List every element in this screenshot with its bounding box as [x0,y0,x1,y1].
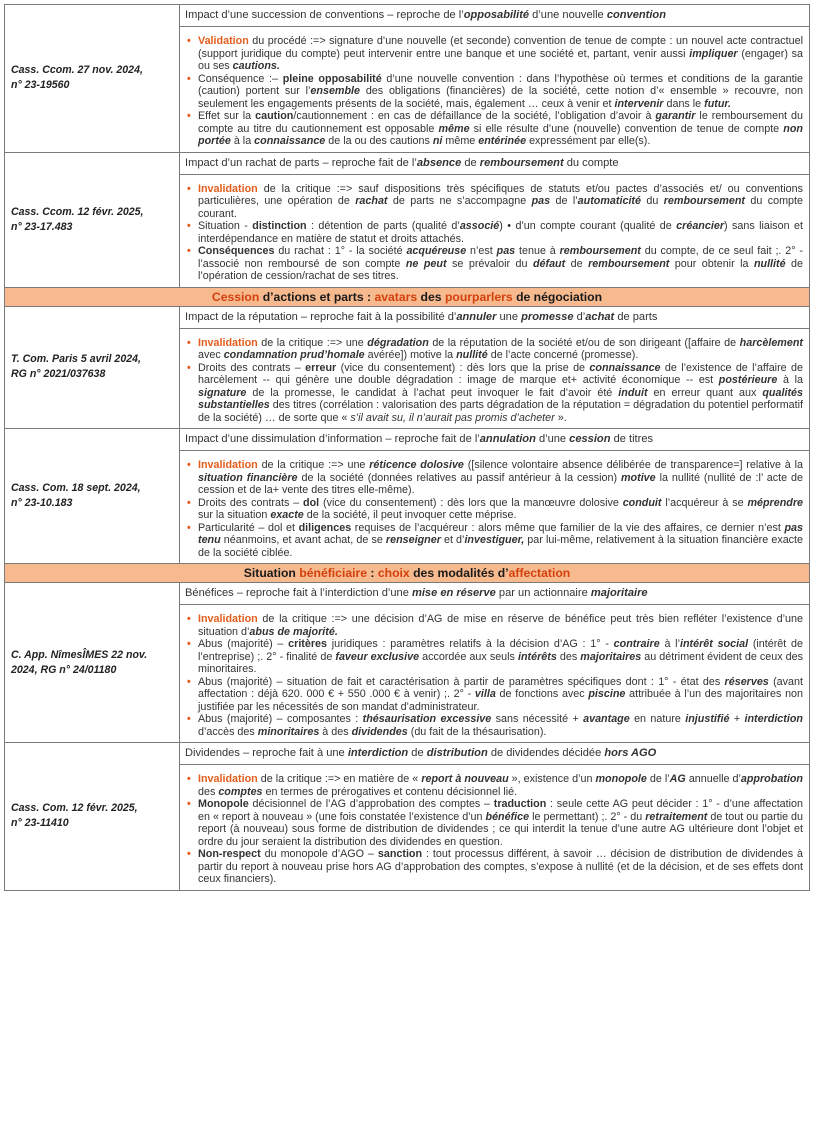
bullet-item [198,613,803,638]
text-run: d’ [573,310,586,323]
text-run: réticence dolosive [369,459,464,471]
text-run: injustifié [685,713,730,725]
text-run: de l’acte concerné (promesse). [487,349,639,361]
text-run: », existence d’un [508,773,596,785]
text-run: Abus (majorité) – composantes : [198,713,363,725]
text-run: Situation - [198,220,253,232]
text-run: Cession [211,289,260,304]
text-run: avérée]) motive la [364,349,457,361]
bullet-list [186,183,803,283]
case-reference-line: n° 23-19560 [11,79,70,92]
case-reference-line: RG n° 2021/037638 [11,368,106,381]
text-run: opposabilité [463,9,530,21]
case-reference-line: T. Com. Paris 5 avril 2024, [11,353,141,366]
text-run: Invalidation [198,773,258,785]
text-run: futur. [704,97,732,110]
bullet-item [198,110,803,148]
text-run: garantir [655,110,696,122]
text-run: Conséquence :– [198,72,283,85]
text-run: créancier [676,220,725,232]
text-run: par lui-même, relativement à la situation financière exacte de la société ciblée. [198,534,804,559]
text-run: : détention de parts (qualité d’ [306,220,460,232]
text-run: la nullité (nullité de :l’ acte de cession et de la+ vente des titres elle-même). [198,471,803,496]
text-run: de [461,156,480,169]
text-run: Effet sur la [198,110,256,122]
bullet-item [198,848,803,886]
bullet-list [186,35,803,148]
text-run: ([silence volontaire absence délibérée de transparence=] relative à la [463,459,803,471]
text-run: de l’opération de cession/rachat de ses titres. [198,257,804,282]
case-row [5,429,810,564]
case-heading [180,5,809,27]
bullet-list [186,773,803,886]
bullet-item [198,362,803,425]
text-run: méprendre [747,496,803,509]
case-content [180,743,810,891]
text-run: par un actionnaire [495,587,591,599]
text-run: pas [496,245,516,257]
text-run: nullité [456,349,488,361]
text-run: de parts ne s’accompagne [387,195,532,207]
case-row [5,583,810,743]
text-run: renseigner [385,534,441,546]
text-run: entérinée [478,135,527,147]
text-run: Invalidation [198,613,258,625]
case-row [5,743,810,891]
text-run: Invalidation [198,182,258,195]
text-run: juridiques : paramètres relatifs à la décision d’AG : 1° - [327,638,614,650]
bullet-item [198,183,803,221]
text-run: Validation [198,35,249,47]
case-reference [5,583,180,743]
case-reference-line: n° 23-17.483 [11,220,73,233]
text-run: connaissance [589,361,661,374]
text-run: sans nécessité + [491,713,584,725]
text-run: décisionnel de l’AG d’approbation des comptes – [248,798,494,810]
case-reference-line: C. App. NîmesÎMES 22 nov. [11,648,148,661]
case-content [180,429,810,564]
case-analysis [180,329,809,429]
text-run: défaut [532,257,566,270]
bullet-item [198,638,803,676]
text-run: achat [585,310,615,323]
case-reference-line: n° 23-10.183 [11,497,73,509]
text-run: du rachat : 1° - la société [274,245,407,257]
text-run: ensemble [310,85,361,97]
text-run: mise en réserve [411,587,496,599]
text-run: de la critique :=> une décision d’AG de mise en réserve de bénéfice peut très bien refléter l’existence d’une situation d’ [198,613,803,638]
text-run: annulation [479,433,536,445]
text-run: Conséquences [198,245,275,257]
text-run: requises de l’acquéreur : alors même que familier de la vie des affaires, ce dernier n’est [351,521,785,534]
text-run: pour obtenir la [669,257,754,270]
text-run: signature [198,386,247,399]
text-run: avantage [583,713,630,725]
text-run: de [408,747,427,759]
case-heading [180,153,809,175]
bullet-item [198,459,803,497]
text-run: en nature [629,713,686,725]
text-run: remboursement [588,257,670,270]
text-run: AG [669,773,686,785]
text-run: l’acquéreur à se [661,496,748,509]
jurisprudence-table [4,4,810,891]
bullet-item [198,713,803,738]
text-run: minoritaires [257,725,320,738]
text-run: de titres [610,433,654,445]
text-run: à l’ [659,638,680,650]
text-run: se prévaloir du [446,257,533,270]
text-run: convention [606,9,666,21]
case-content [180,5,810,153]
bullet-item [198,676,803,714]
text-run: de la critique :=> sauf dispositions très spécifiques de statuts et/ou pactes d’associés et/ ou conventions particulières, une opération de [198,182,803,207]
text-run: exacte [270,509,304,521]
bullet-list [186,613,803,738]
text-run: de la société (données relatives au passif antérieur à la cession) [297,471,621,484]
text-run: à la [777,374,803,386]
text-run: du [641,195,664,207]
bullet-list [186,337,803,425]
case-analysis [180,605,809,742]
text-run: villa [474,688,496,700]
text-run: Situation [243,566,300,580]
case-reference-line: Cass. Com. 18 sept. 2024, [11,482,141,494]
text-run: erreur [305,361,337,374]
text-run: pas [531,195,551,207]
text-run: : seule cette AG peut décider : 1° - d’une affectation en « report à nouveau » (une fois constatée l’existence d’un [198,798,803,823]
text-run: absence [416,156,462,169]
case-reference [5,743,180,891]
text-run: Non-respect [198,848,261,860]
text-run: du compte courant. [198,195,803,220]
text-run: approbation [740,773,803,785]
text-run: intérêts [517,650,557,663]
text-run: Dividendes – reproche fait à une [185,747,348,759]
bullet-item [198,773,803,798]
text-run: si elle résulte d’une (nouvelle) convention de tenue de compte [469,122,784,135]
text-run: majoritaire [590,587,648,599]
text-run: + [729,713,745,725]
text-run: sur la situation [198,509,271,521]
text-run: le permettant) ;. 2° - du [529,810,646,823]
text-run: pas tenu [198,521,803,546]
text-run: affectation [508,566,571,580]
text-run: tenue à [515,245,560,257]
text-run: même [438,122,470,135]
text-run: remboursement [663,195,745,207]
text-run: induit [618,386,648,399]
text-run: même [442,135,479,147]
text-run: situation financière [198,471,298,484]
text-run: des obligations (financières) de la société, cette notion d’« ensemble » recouvre, non seulement les engagements présents de la société, mais, également … ceux à venir et [198,85,803,110]
text-run: nullité [753,257,786,270]
text-run: report à nouveau [421,773,509,785]
text-run: Particularité – dol et [198,521,299,534]
text-run: de l’ [646,773,670,785]
text-run: dol [303,496,320,509]
section-header-row [5,564,810,583]
text-run: Abus (majorité) – [198,638,289,650]
text-run: Invalidation [198,336,258,349]
text-run: intervenir [614,97,664,110]
case-row [5,5,810,153]
bullet-item [198,73,803,111]
text-run: faveur exclusive [335,650,420,663]
text-run: connaissance [254,135,326,147]
text-run: de tout ou partie du report (à nouveau) sous forme de distribution de dividendes ; ce qui interdit la tenue d’une autre AG ultérieure dont l’objet et ordre du jour seraient la distribution des dividendes en question. [198,810,804,848]
case-analysis [180,765,809,890]
text-run: accordée aux seuls [419,650,518,663]
text-run: associé [459,220,500,232]
text-run: Impact d’un rachat de parts – reproche fait de l’ [185,156,417,169]
case-content [180,306,810,429]
text-run: des titres (corrélation : valorisation des parts dégradation de la réputation = dégradation du potentiel performatif de la société) … de sorte que « [198,399,803,424]
case-content [180,152,810,287]
case-reference [5,306,180,429]
text-run: : [367,566,378,580]
text-run: de l’ [550,195,578,207]
text-run: expressément par elle(s). [526,135,651,147]
text-run: à des [319,725,352,738]
bullet-item [198,245,803,283]
text-run: en termes de prérogatives et contenu décisionnel lié. [262,785,518,798]
text-run: le remboursement du compte au titre du cautionnement est opposable [198,110,803,135]
text-run: d’une nouvelle convention : dans l’hypothèse où termes et conditions de la garantie (caution) portent sur l’ [198,72,804,97]
text-run: bénéficiaire [299,566,368,580]
text-run: (vice du consentement) : dès lors que la manœuvre dolosive [319,496,623,509]
text-run: ) sans liaison et interdépendance en matière de statut et droits attachés. [198,220,803,245]
bullet-item [198,220,803,245]
section-header-row [5,287,810,306]
text-run: distribution [426,747,488,759]
text-run: de l’existence de l’affaire de harcèlement -- qui génère une double dégradation : image de marque et+ activité économique -- est [198,361,803,386]
case-row [5,152,810,287]
text-run: n’est [466,245,497,257]
text-run: remboursement [479,156,564,169]
text-run: de la critique :=> en matière de « [257,773,422,785]
text-run: dividendes [351,725,408,738]
text-run: Impact de la réputation – reproche fait à la possibilité d’ [185,310,457,323]
text-run: diligences [298,521,352,534]
text-run: bénéfice [485,810,530,823]
text-run: de négociation [512,289,603,304]
text-run: dégradation [367,336,429,349]
text-run: piscine [588,688,626,700]
case-analysis [180,27,809,152]
text-run: annuelle d’ [685,773,741,785]
text-run: (intérêt de l’entreprise) ;. 2° - finalité de [198,638,803,663]
text-run: remboursement [559,245,641,257]
text-run: hors AGO [604,747,657,759]
text-run: harcèlement [739,336,803,349]
text-run: de fonctions avec [495,688,589,700]
text-run: Bénéfices – reproche fait à l’interdiction d’une [185,587,412,599]
text-run: impliquer [689,47,738,60]
text-run: condamnation prud’homale [223,349,365,361]
text-run: Impact d’une succession de conventions – reproche de l’ [185,9,464,21]
text-run: /cautionnement : en cas de défaillance de la société, l’obligation d’avoir à [293,110,656,122]
text-run: du compte [563,156,619,169]
case-analysis [180,175,809,287]
text-run: néanmoins, et avant achat, de se [220,534,386,546]
text-run: et d’ [440,534,465,546]
text-run: de dividendes décidée [487,747,605,759]
case-reference [5,429,180,564]
text-run: d’accès des [198,725,258,738]
text-run: intérêt social [679,638,749,650]
text-run: sanction [377,848,423,860]
section-title [5,287,810,306]
text-run: d’une [535,433,570,445]
text-run: des [556,650,581,663]
text-run: de la ou des cautions [325,135,433,147]
text-run: pleine opposabilité [282,72,382,85]
text-run: (engager) sa ou ses [198,47,803,72]
text-run: acquéreuse [406,245,467,257]
case-heading [180,429,809,451]
text-run: (vice du consentement) : dès lors que la prise de [336,361,590,374]
case-reference-line: Cass. Ccom. 12 févr. 2025, [11,205,144,218]
case-reference-line: n° 23-11410 [11,817,69,830]
text-run: des [198,785,219,798]
text-run: ni [432,135,443,147]
case-row [5,306,810,429]
text-run: abus de majorité. [249,625,338,638]
text-run: Droits des contrats – [198,361,306,374]
text-run: en erreur quant aux [647,386,763,399]
case-heading [180,583,809,605]
text-run: caution [255,110,294,122]
text-run: Monopole [198,798,249,810]
case-reference [5,5,180,153]
text-run: automaticité [577,195,641,207]
text-run: comptes [218,785,263,798]
bullet-item [198,337,803,362]
text-run: du monopole d’AGO – [260,848,378,860]
text-run: d’une nouvelle [529,9,607,21]
text-run: critères [288,638,328,650]
bullet-item [198,798,803,848]
text-run: postérieure [718,374,778,386]
case-reference-line: Cass. Ccom. 27 nov. 2024, [11,64,143,77]
text-run: ne peut [405,257,447,270]
bullet-item [198,522,803,560]
case-reference-line: 2024, RG n° 24/01180 [11,663,117,676]
text-run: monopole [595,773,647,785]
section-title [5,564,810,583]
case-content [180,583,810,743]
case-heading [180,743,809,765]
text-run: choix [377,566,410,580]
text-run: attribuée à l’un des majoritaires non justifiée par les nécessités de son mandat d’administrateur. [198,688,803,713]
text-run: ». [554,411,567,424]
text-run: des modalités d’ [409,566,509,580]
text-run: thésaurisation excessive [362,713,492,725]
case-reference [5,152,180,287]
text-run: d’actions et parts : [259,289,375,304]
text-run: (avant affectation : déjà 620. 000 € + 550 .000 € à venir) ;. 2° - [198,675,803,700]
text-run: pourparlers [444,289,513,304]
text-run: du compte, de ce seul fait ;. 2° - l’associé non remboursé de son compte [198,245,803,270]
text-run: Impact d’une dissimulation d’information – reproche fait de l’ [185,433,480,445]
case-heading [180,307,809,329]
bullet-item [198,497,803,522]
text-run: de parts [614,310,658,323]
bullet-item [198,35,803,73]
text-run: des [417,289,445,304]
text-run: s’il avait su, il n’aurait pas promis d’acheter [350,411,555,424]
text-run: majoritaires [580,650,642,663]
text-run: de la société, il peut invoquer cette méprise. [303,509,517,521]
text-run: cautions. [232,60,280,72]
case-reference-line: Cass. Com. 12 févr. 2025, [11,802,138,815]
text-run: non portée [198,122,803,147]
text-run: : tout processus différent, à savoir … décision de distribution de dividendes à partir du report à nouveau prise hors AG d’approbation des comptes, s’expose à nullité (et de la décision, et de ses effets dont ceux financiers). [198,848,803,885]
text-run: qualités substantielles [198,386,803,411]
text-run: de la réputation de la société et/ou de son dirigeant ([affaire de [428,336,740,349]
case-analysis [180,451,809,563]
bullet-list [186,459,803,559]
text-run: ) • d’un compte courant (qualité de [499,220,677,232]
text-run: avatars [374,289,418,304]
text-run: une [496,310,522,323]
text-run: de la critique :=> une [257,336,368,349]
text-run: motive [620,471,656,484]
text-run: retraitement [645,810,708,823]
text-run: promesse [521,310,574,323]
text-run: traduction [493,798,547,810]
text-run: à la [230,135,255,147]
text-run: rachat [355,195,388,207]
text-run: conduit [622,496,662,509]
text-run: de [565,257,589,270]
text-run: Abus (majorité) – situation de fait et caractérisation à partir de paramètres spécifiques dont : 1° - état des [198,675,725,688]
text-run: de la promesse, le candidat à l’achat peut invoquer le fait d’avoir été [246,386,619,399]
text-run: dans le [663,97,705,110]
text-run: au détriment évident de ceux des minoritaires. [198,650,803,675]
text-run: de la critique :=> une [257,459,370,471]
text-run: réserves [724,675,769,688]
text-run: (du fait de la thésaurisation). [407,725,547,738]
text-run: du procédé :=> signature d’une nouvelle (et seconde) convention de tenue de compte : un nouvel acte contractuel (support juridique du compte) peut intervenir entre une banque et une société et, partant, venir aussi [198,35,803,60]
text-run: cession [569,433,611,445]
text-run: interdiction [744,713,803,725]
text-run: distinction [252,220,307,232]
text-run: avec [198,349,224,361]
text-run: investiguer, [464,534,525,546]
text-run: contraire [613,638,660,650]
text-run: Droits des contrats – [198,496,304,509]
text-run: interdiction [347,747,409,759]
text-run: annuler [456,310,497,323]
text-run: Invalidation [198,459,258,471]
